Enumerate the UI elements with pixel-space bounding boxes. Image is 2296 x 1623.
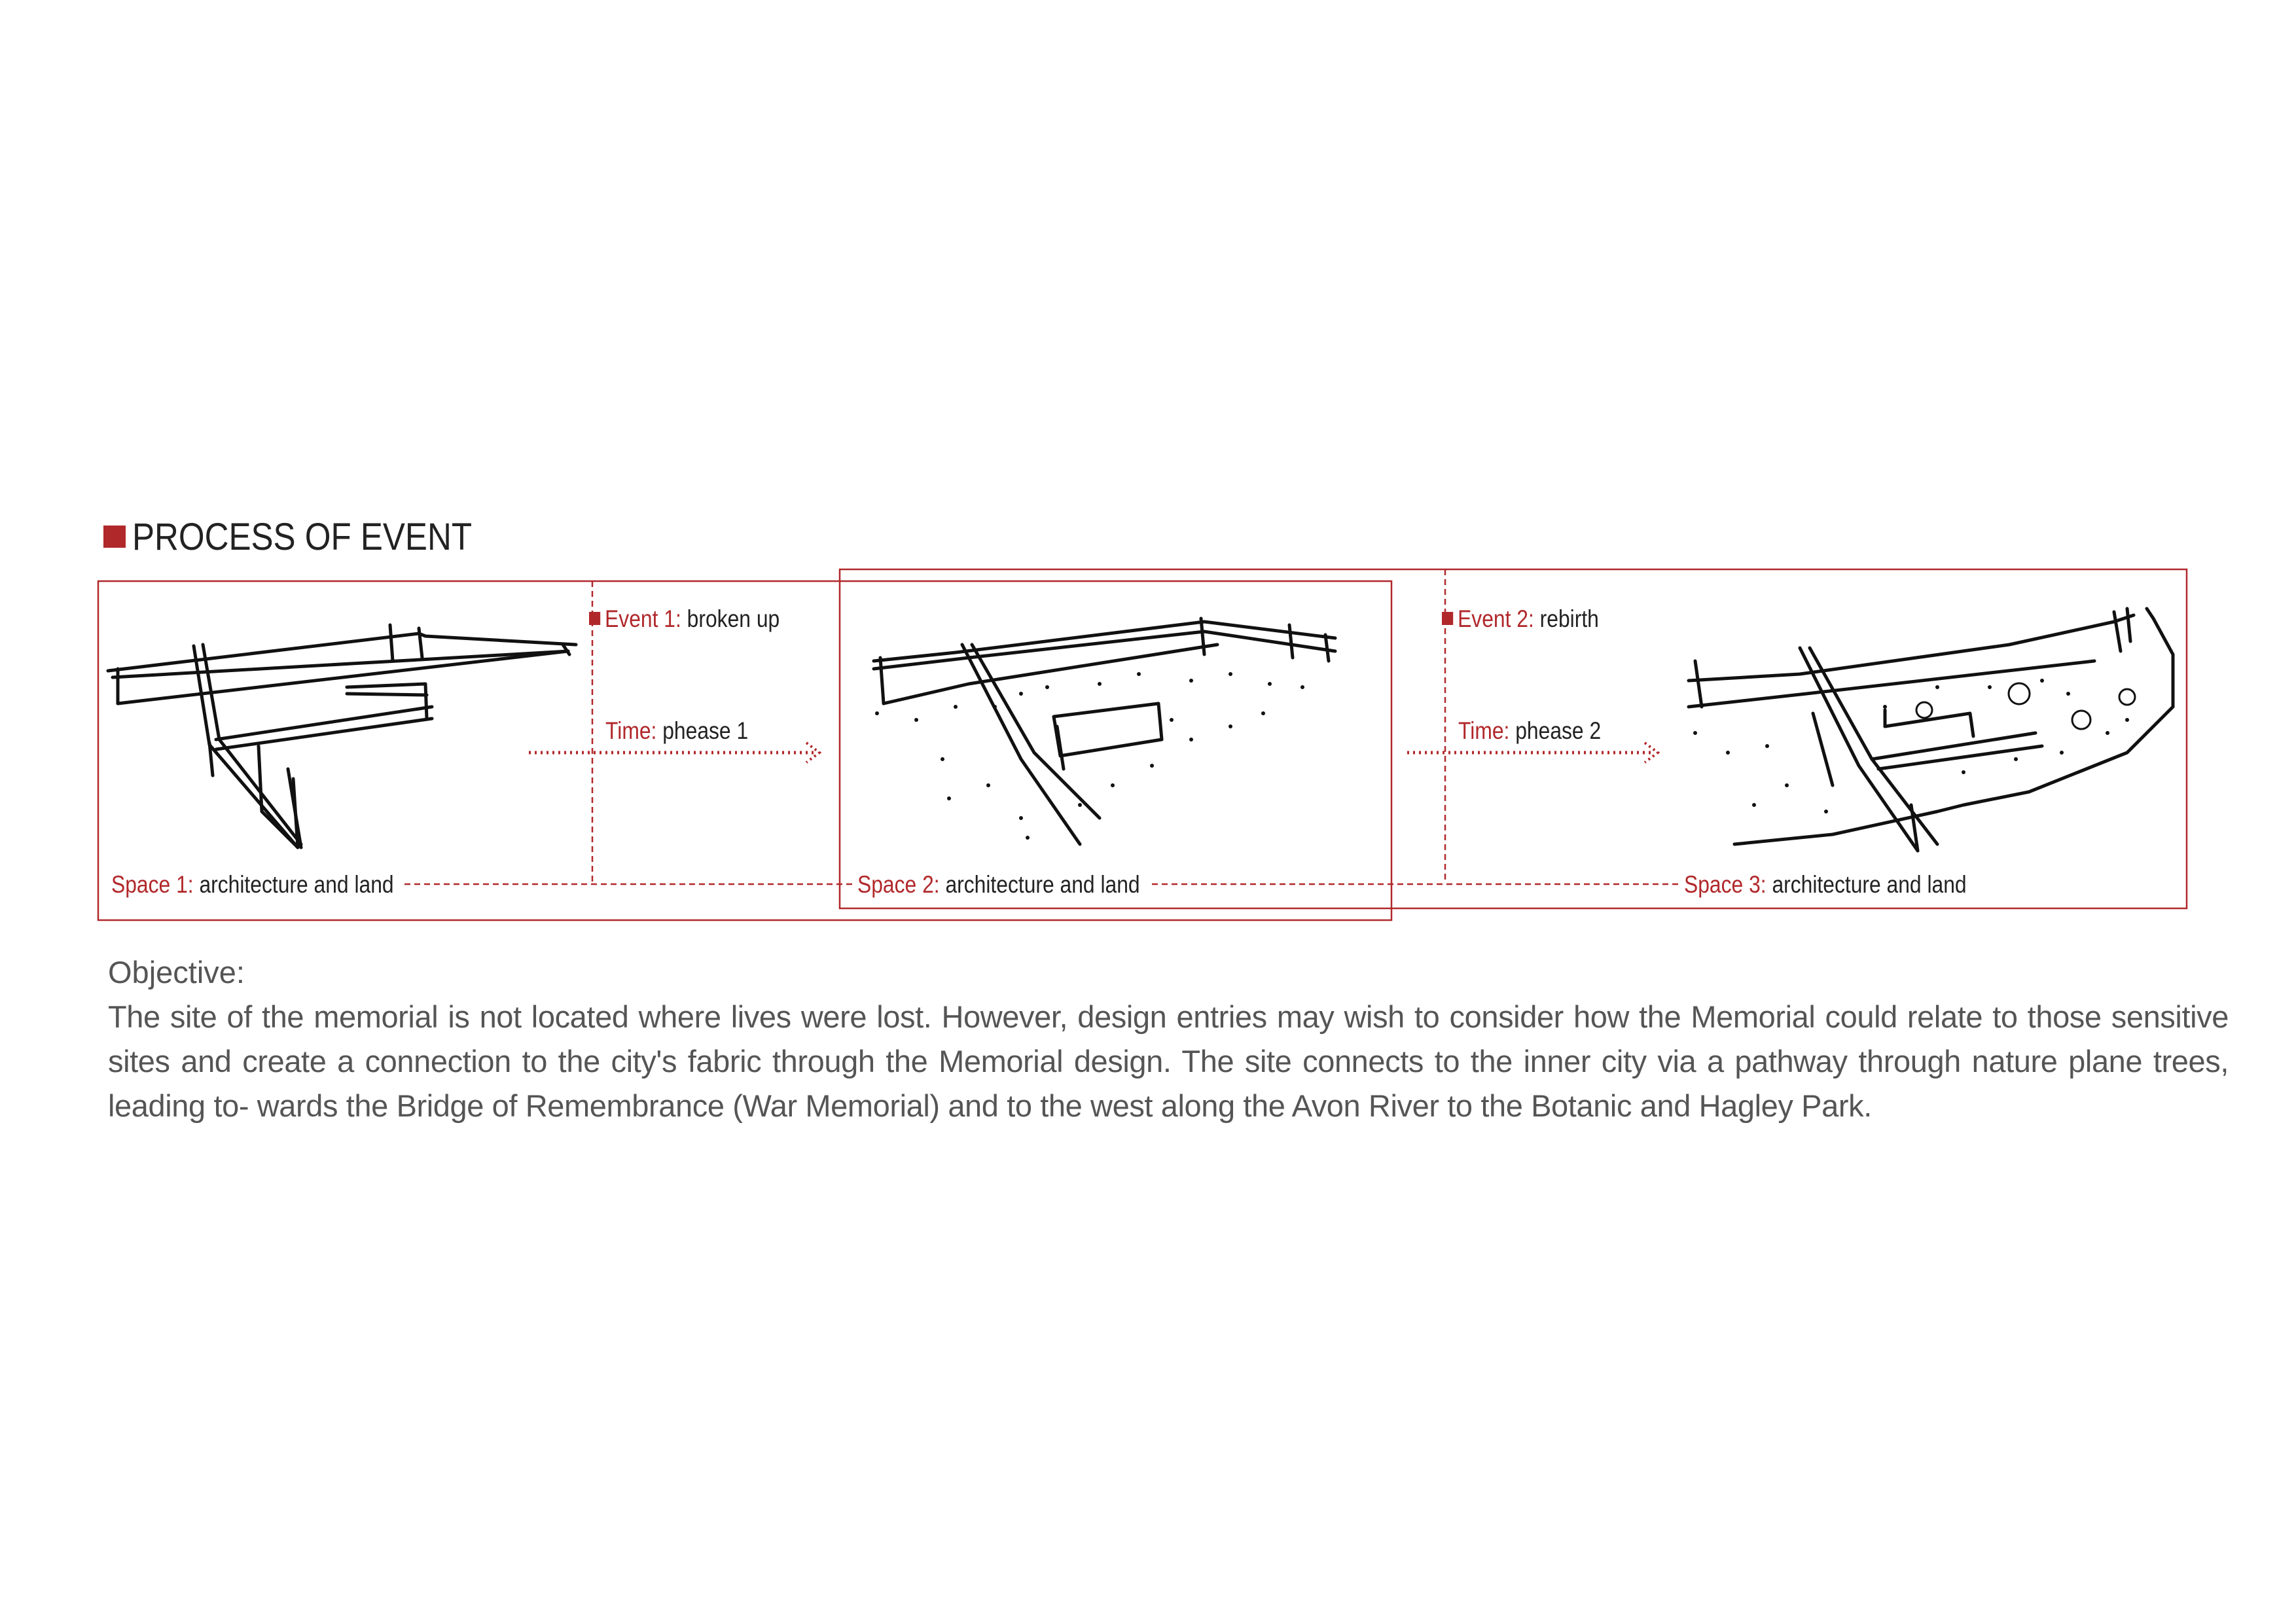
page-title: PROCESS OF EVENT — [132, 515, 473, 558]
event-1-value: broken up — [687, 605, 780, 632]
time-2-value: phease 2 — [1515, 717, 1602, 744]
space-3-key: Space 3: — [1684, 871, 1767, 898]
time-2-key: Time: — [1458, 717, 1510, 744]
space-2-label — [857, 872, 1140, 897]
sketch-2-image — [874, 618, 1335, 844]
event-1-label — [589, 607, 780, 631]
tree-icon — [1916, 683, 2135, 729]
space-3-label — [1684, 872, 1967, 897]
sketch-3-image — [1689, 609, 2173, 851]
space-1-value: architecture and land — [199, 871, 394, 898]
sketch-1-image — [108, 625, 576, 847]
space-3-value: architecture and land — [1772, 871, 1967, 898]
objective-section — [108, 950, 2229, 1128]
space-1-label — [111, 872, 394, 897]
objective-body: The site of the memorial is not located where lives were lost. However, design entries may wish to consider how the Memorial could relate to those sensitive sites and create a connection to the city's fabric through the Memorial design. The site connects to the inner city via a pathway through nature plane trees, leading to- wards the Bridge of Remembrance (War Memorial) and to the west along the Avon River to the Botanic and Hagley Park. — [108, 999, 2229, 1123]
event-1-key: Event 1: — [605, 605, 681, 632]
space-2-value: architecture and land — [945, 871, 1140, 898]
event-square-icon — [1442, 612, 1453, 625]
time-2-label — [1458, 719, 1601, 743]
objective-heading: Objective: — [108, 955, 245, 990]
event-2-value: rebirth — [1539, 605, 1599, 632]
space-1-key: Space 1: — [111, 871, 194, 898]
time-1-key: Time: — [605, 717, 657, 744]
title-square-icon — [103, 526, 126, 548]
sketch-2-stipple — [875, 672, 1304, 840]
event-2-label — [1442, 607, 1599, 631]
header — [103, 517, 518, 556]
event-2-key: Event 2: — [1458, 605, 1534, 632]
event-square-icon — [589, 612, 600, 625]
arrow-right-icon — [529, 743, 819, 762]
space-2-key: Space 2: — [857, 871, 940, 898]
time-1-value: phease 1 — [662, 717, 749, 744]
time-1-label — [605, 719, 748, 743]
